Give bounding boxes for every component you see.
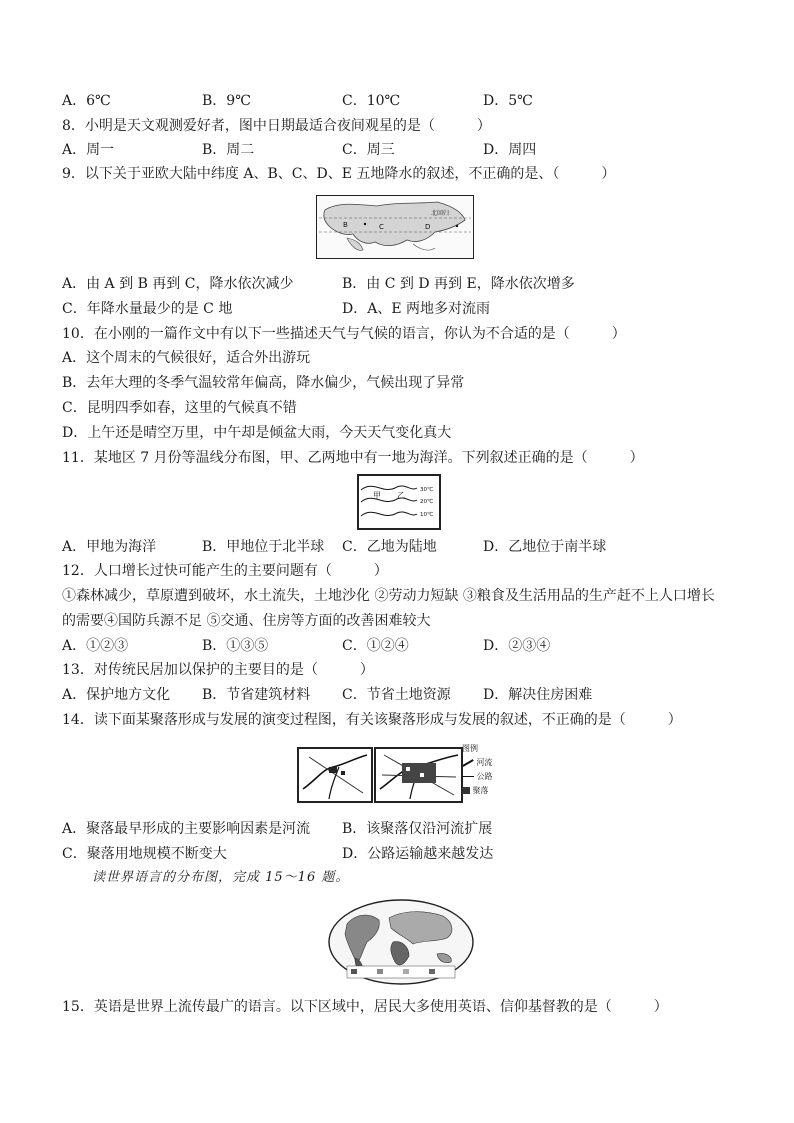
q14-settlement-map-2 [374,747,463,803]
q9-map-label-c: C [379,223,384,231]
q14-option-c: C．聚落用地规模不断变大 [62,846,227,862]
q7-option-b: B．9℃ [202,93,251,109]
q14-legend-title: 图例 [462,744,478,753]
q11-iso-20: 20℃ [420,499,434,505]
q14-legend-road-label: 公路 [476,772,493,781]
q14-option-d: D．公路运输越来越发达 [342,846,494,862]
q10-option-c: C．昆明四季如春，这里的气候真不错 [62,400,297,416]
isotherm-map [359,476,439,528]
q11-isotherm-figure [357,474,441,530]
q14-settlement-map-1 [297,747,373,803]
settlement-stage-2 [376,749,461,801]
q8-option-c: C．周三 [342,142,395,158]
q8-stem: 8．小明是天文观测爱好者，图中日期最适合夜间观星的是（ ） [62,118,491,134]
world-language-map [327,898,475,986]
q9-map-label-b: B [343,221,348,229]
q11-iso-30: 30℃ [420,487,434,493]
q12-option-d: D．②③④ [483,638,551,654]
q14-legend-settlement-label: 聚落 [472,786,489,795]
q11-label-jia: 甲 [373,491,381,500]
q14-legend-settlement [462,784,522,798]
q9-stem: 9．以下关于亚欧大陆中纬度 A、B、C、D、E 五地降水的叙述，不正确的是、（ ） [62,166,616,182]
q9-option-a: A．由 A 到 B 再到 C，降水依次减少 [62,276,294,292]
q10-option-a: A．这个周末的气候很好，适合外出游玩 [62,350,311,366]
q9-map-figure [316,195,474,259]
q12-stem: 12．人口增长过快可能产生的主要问题有（ ） [62,563,388,579]
q12-option-b: B．①③⑤ [202,638,269,654]
settlement-stage-1 [299,749,371,801]
q8-option-a: A．周一 [62,142,115,158]
q11-option-a: A．甲地为海洋 [62,539,157,555]
q12-items-line1: ①森林减少，草原遭到破坏，水土流失，土地沙化 ②劳动力短缺 ③粮食及生活用品的生产赶不上人口增长 [62,588,715,604]
q13-stem: 13．对传统民居加以保护的主要目的是（ ） [62,662,374,678]
q13-option-c: C．节省土地资源 [342,687,451,703]
q8-option-b: B．周二 [202,142,255,158]
q10-option-d: D．上午还是晴空万里，中午却是倾盆大雨，今天天气变化真大 [62,425,452,441]
q14-option-a: A．聚落最早形成的主要影响因素是河流 [62,821,311,837]
eurasia-map [317,196,473,258]
q14-legend-road [462,770,522,784]
q14-legend-river-label: 河流 [476,758,493,767]
q7-option-a: A．6℃ [62,93,111,109]
q7-option-c: C．10℃ [342,93,401,109]
q13-option-a: A．保护地方文化 [62,687,171,703]
section-note: 读世界语言的分布图，完成 15～16 题。 [92,870,350,885]
q9-option-c: C．年降水量最少的是 C 地 [62,301,233,317]
q9-option-b: B．由 C 到 D 再到 E，降水依次增多 [342,276,575,292]
q9-map-legend-label: 北回归 [431,210,450,217]
q11-option-d: D．乙地位于南半球 [483,539,607,555]
q12-items-line2: 的需要④国防兵源不足 ⑤交通、住房等方面的改善困难较大 [62,613,431,629]
q12-option-a: A．①②③ [62,638,129,654]
q11-option-c: C．乙地为陆地 [342,539,437,555]
q7-option-d: D．5℃ [483,93,533,109]
q13-option-b: B．节省建筑材料 [202,687,311,703]
q11-label-yi: 乙 [397,491,405,500]
q14-option-b: B．该聚落仅沿河流扩展 [342,821,493,837]
q14-stem: 14．读下面某聚落形成与发展的演变过程图，有关该聚落形成与发展的叙述，不正确的是（ ） [62,712,682,728]
q9-option-d: D．A、E 两地多对流雨 [342,301,491,317]
q11-stem: 11．某地区 7 月份等温线分布图，甲、乙两地中有一地为海洋。下列叙述正确的是（ ） [62,450,644,466]
q14-legend-river [462,756,522,770]
q8-option-d: D．周四 [483,142,537,158]
q11-option-b: B．甲地位于北半球 [202,539,325,555]
q13-option-d: D．解决住房困难 [483,687,593,703]
q12-option-c: C．①②④ [342,638,409,654]
q9-map-label-d: D [425,223,431,231]
world-map [327,898,475,986]
q15-stem: 15．英语是世界上流传最广的语言。以下区域中，居民大多使用英语、信仰基督教的是（ ） [62,999,668,1015]
q14-legend [462,742,522,802]
q10-option-b: B．去年大理的冬季气温较常年偏高，降水偏少，气候出现了异常 [62,375,465,391]
q10-stem: 10．在小刚的一篇作文中有以下一些描述天气与气候的语言，你认为不合适的是（ ） [62,326,626,342]
q11-iso-10: 10℃ [420,512,434,518]
